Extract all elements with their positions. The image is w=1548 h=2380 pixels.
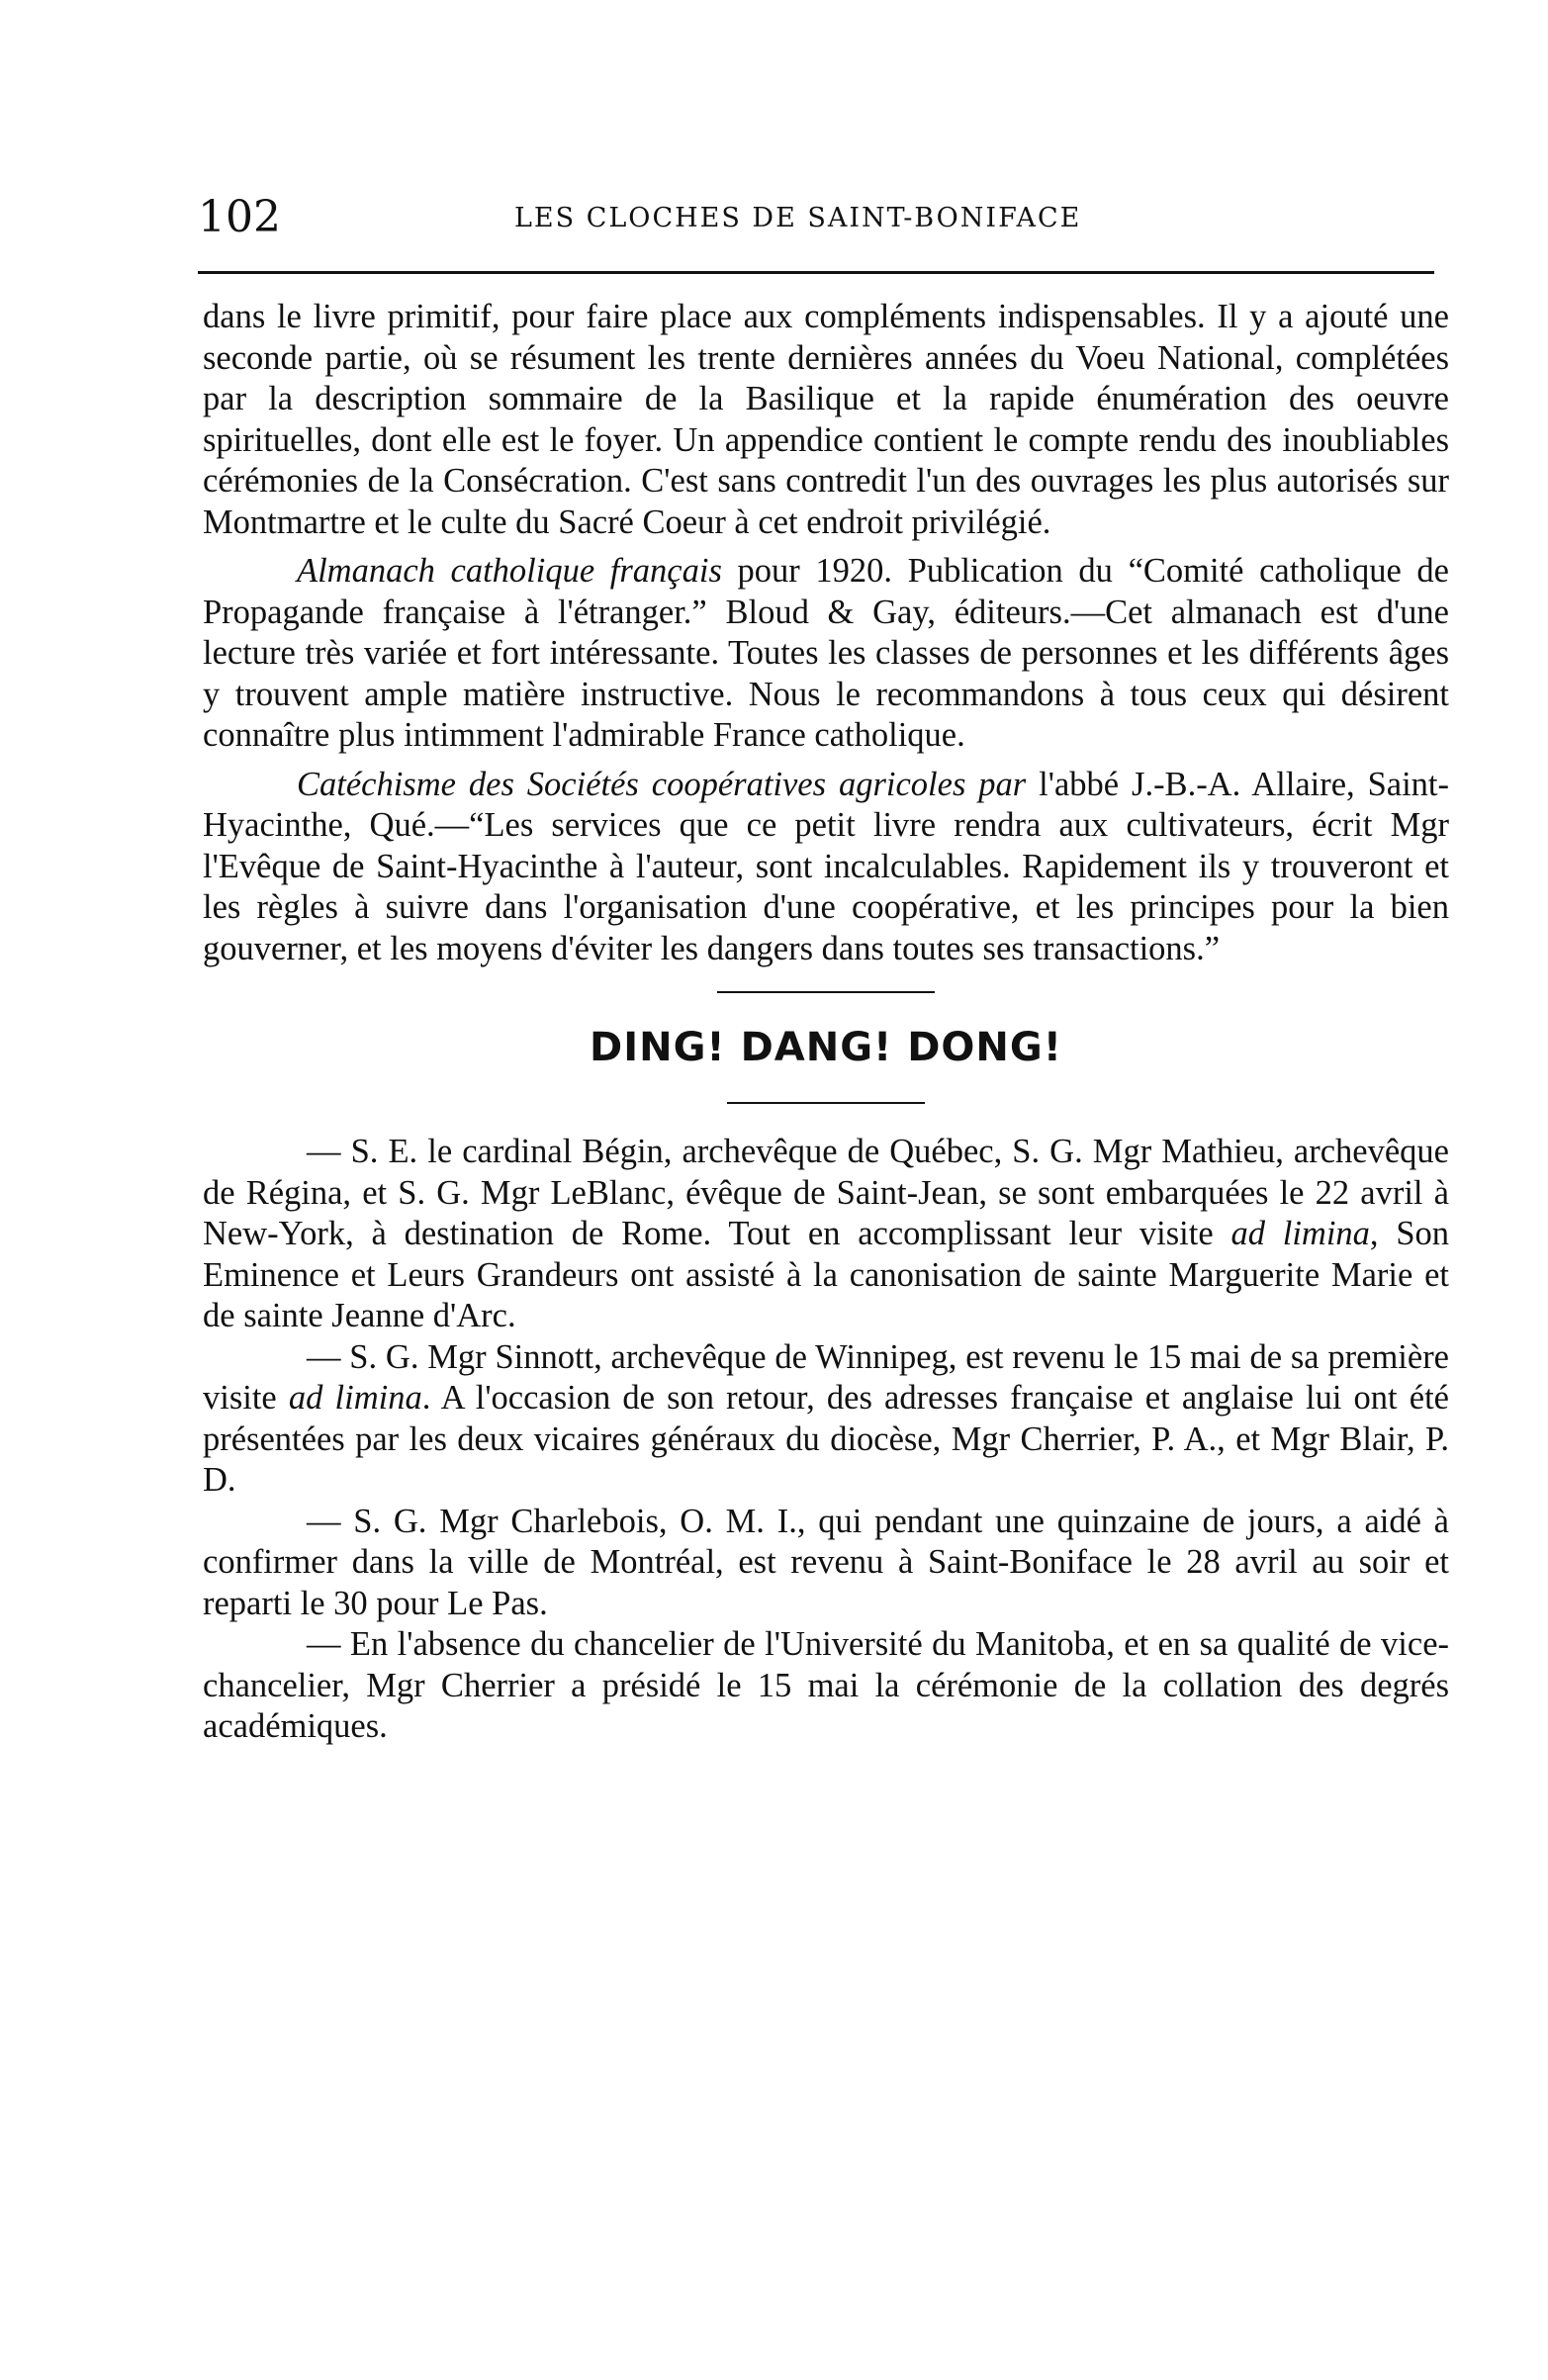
paragraph-continuation: dans le livre primitif, pour faire place aux compléments indispensables. Il y a ajouté une seconde partie, où se résument les trente dernières années du Voeu National, complétées par la description sommaire de la Basilique et la rapide énumération des oeuvre spirituelles, dont elle est le foyer. Un appendice contient le compte rendu des inoubliables cérémonies de la Consécration. C'est sans contredit l'un des ouvrages les plus autorisés sur Montmartre et le culte du Sacré Coeur à cet endroit privilégié.	[203, 298, 1449, 541]
news-item-1-text-b: , Son Eminence et Leurs Grandeurs ont assisté à la canonisation de sainte Marguerite Marie et de sainte Jeanne d'Arc.	[203, 1215, 1450, 1334]
news-item-2-text-a: — S. G. Mgr Sinnott, archevêque de Winnipeg, est revenu le 15 mai de sa première visite	[203, 1337, 1449, 1417]
news-item-2-text-b: . A l'occasion de son retour, des adresses française et anglaise lui ont été présentées par les deux vicaires généraux du diocèse, Mgr Cherrier, P. A., et Mgr Blair, P. D.	[203, 1379, 1449, 1499]
news-item-1-italic: ad limina	[1230, 1215, 1370, 1252]
paragraph-almanach-text: pour 1920. Publication du “Comité catholique de Propagande française à l'étranger.” Bloud & Gay, éditeurs.—Cet almanach est d'une lecture très variée et fort intéressante. Toutes les classes de personnes et les différents âges y trouvent ample matière instructive. Nous le recommandons à tous ceux qui désirent connaître plus intimment l'admirable France catholique.	[203, 552, 1449, 754]
news-item-4: — En l'absence du chancelier de l'Université du Manitoba, et en sa qualité de vice-chancelier, Mgr Cherrier a présidé le 15 mai la cérémonie de la collation des degrés académiques.	[203, 1625, 1449, 1745]
page-body	[203, 297, 1449, 1748]
page-number: 102	[198, 192, 281, 242]
news-item-2	[203, 1337, 1449, 1502]
paragraph-catechisme	[203, 765, 1449, 970]
news-item-3: — S. G. Mgr Charlebois, O. M. I., qui pendant une quinzaine de jours, a aidé à confirmer dans la ville de Montréal, est revenu à Saint-Boniface le 28 avril au soir et reparti le 30 pour Le Pas.	[203, 1502, 1449, 1622]
news-item-1-text-a: — S. E. le cardinal Bégin, archevêque de Québec, S. G. Mgr Mathieu, archevêque de Régina, et S. G. Mgr LeBlanc, évêque de Saint-Jean, se sont embarquées le 22 avril à New-York, à destination de Rome. Tout en accomplissant leur visite	[203, 1133, 1449, 1252]
page-header	[198, 188, 1434, 257]
header-rule	[198, 271, 1434, 274]
section-rule-bottom	[727, 1102, 925, 1104]
book-title-almanach: Almanach catholique français	[297, 552, 722, 590]
book-title-catechisme: Catéchisme des Sociétés coopératives agricoles par	[297, 765, 1027, 803]
paragraph-catechisme-text: l'abbé J.-B.-A. Allaire, Saint-Hyacinthe, Qué.—“Les services que ce petit livre rendra aux cultivateurs, écrit Mgr l'Evêque de Saint-Hyacinthe à l'auteur, sont incalculables. Rapidement ils y trouveront et les règles à suivre dans l'organisation d'une coopérative, et les principes pour la bien gouverner, et les moyens d'éviter les dangers dans toutes ses transactions.”	[203, 765, 1449, 967]
running-title: LES CLOCHES DE SAINT-BONIFACE	[514, 203, 1082, 233]
section-heading: DING! DANG! DONG!	[590, 1025, 1062, 1070]
paragraph-almanach	[203, 551, 1449, 757]
news-item-1	[203, 1132, 1449, 1337]
section-rule-top	[717, 991, 935, 993]
news-item-2-italic: ad limina	[288, 1379, 422, 1417]
